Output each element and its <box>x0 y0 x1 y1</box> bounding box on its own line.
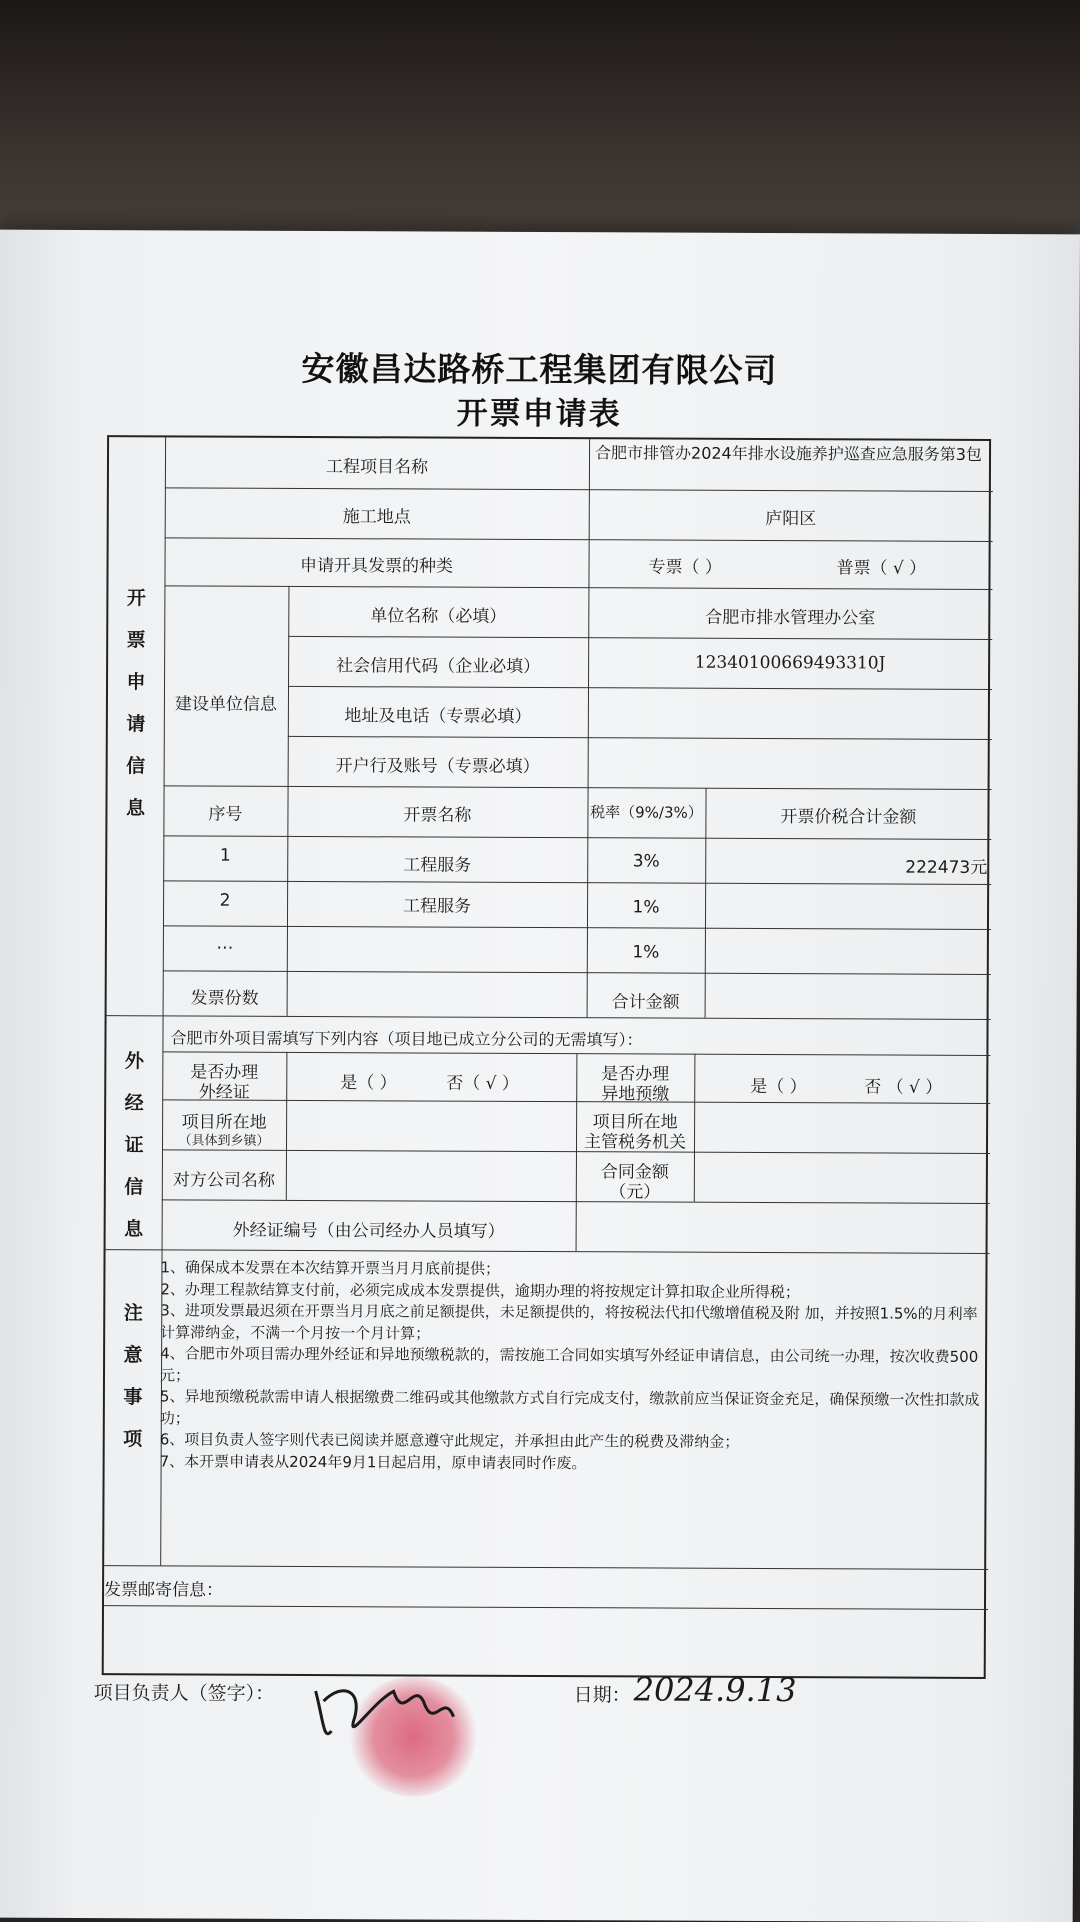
contract-label-2: （元） <box>609 1182 661 1203</box>
invoice-type-label: 申请开具发票的种类 <box>299 555 454 577</box>
prepay-yes-option: 是（ ） <box>750 1076 807 1098</box>
row2-name: 工程服务 <box>403 896 472 917</box>
row3-no: … <box>216 933 234 954</box>
copies-label: 发票份数 <box>190 988 259 1009</box>
note-item: 4、合肥市外项目需办理外经证和异地预缴税款的，需按施工合同如实填写外经证申请信息，由公司统一办理，按次收费500元； <box>159 1344 979 1384</box>
note-item: 5、异地预缴税款需申请人根据缴费二维码或其他缴款方式自行完成支付，缴款前应当保证资金充足，确保预缴一次性扣款成功； <box>159 1387 980 1427</box>
note-item: 7、本开票申请表从2024年9月1日起启用，原申请表同时作废。 <box>159 1451 587 1472</box>
section-external-cert: 外经证信息 <box>124 1050 144 1241</box>
credit-code-value: 12340100669493310J <box>694 652 886 674</box>
signature-label: 项目负责人（签字）： <box>93 1682 275 1705</box>
prepay-label-1: 是否办理 <box>601 1064 670 1085</box>
notes-list <box>160 1257 981 1476</box>
section-invoice-info: 开票申请信息 <box>125 587 146 820</box>
col-header-no: 序号 <box>208 804 243 825</box>
handwritten-signature <box>303 1661 473 1752</box>
site-label: 项目所在地 <box>181 1112 267 1133</box>
row1-rate: 3% <box>632 851 660 872</box>
cert-number-label: 外经证编号（由公司经办人员填写） <box>232 1220 505 1242</box>
row1-name: 工程服务 <box>403 855 472 876</box>
location-value: 庐阳区 <box>765 508 817 530</box>
unit-name-value: 合肥市排水管理办公室 <box>705 607 876 629</box>
prepay-no-option: 否 （ √ ） <box>864 1077 943 1098</box>
desk-background <box>0 0 1080 250</box>
row1-no: 1 <box>219 845 231 866</box>
cert-label-2: 外经证 <box>198 1082 250 1103</box>
note-item: 6、项目负责人签字则代表已阅读并愿意遵守此规定，并承担由此产生的税费及滞纳金； <box>159 1430 740 1451</box>
site-sub-label: （具体到乡镇） <box>178 1133 270 1149</box>
credit-code-label: 社会信用代码（企业必填） <box>336 656 541 678</box>
unit-name-label: 单位名称（必填） <box>370 606 507 627</box>
address-label: 地址及电话（专票必填） <box>344 706 532 727</box>
location-label: 施工地点 <box>342 507 411 528</box>
section-notes: 注意事项 <box>123 1302 143 1451</box>
mailing-label: 发票邮寄信息： <box>104 1580 224 1601</box>
note-item: 1、确保成本发票在本次结算开票当月月底前提供； <box>160 1258 501 1278</box>
row2-rate: 1% <box>632 897 660 918</box>
cert-no-option: 否（ √ ） <box>446 1073 519 1094</box>
prepay-label-2: 异地预缴 <box>601 1084 670 1105</box>
client-info-label: 建设单位信息 <box>174 694 277 715</box>
paper-sheet <box>0 230 1080 1922</box>
application-form <box>102 435 991 1679</box>
cert-yes-option: 是（ ） <box>340 1073 397 1094</box>
note-item: 3、进项发票最迟须在开票当月月底之前足额提供，未足额提供的，将按税法代扣代缴增值税及附 加，并按照1.5%的月利率计算滞纳金，不满一个月按一个月计算； <box>160 1301 978 1343</box>
row1-amount: 222473元 <box>905 857 988 878</box>
form-title: 开票申请表 <box>456 395 622 433</box>
bank-label: 开户行及账号（专票必填） <box>335 756 540 778</box>
external-intro: 合肥市外项目需填写下列内容（项目地已成立分公司的无需填写）： <box>170 1028 643 1050</box>
contract-label-1: 合同金额 <box>600 1162 669 1183</box>
project-name-label: 工程项目名称 <box>325 457 429 478</box>
normal-invoice-option: 普票（ √ ） <box>836 558 927 579</box>
project-name-value: 合肥市排管办2024年排水设施养护巡查应急服务第3包 <box>594 443 982 464</box>
col-header-name: 开票名称 <box>403 805 472 826</box>
tax-office-label-1: 项目所在地 <box>592 1112 678 1133</box>
special-invoice-option: 专票（ ） <box>648 557 722 578</box>
total-label: 合计金额 <box>611 992 680 1013</box>
tax-office-label-2: 主管税务机关 <box>583 1132 687 1153</box>
row2-no: 2 <box>219 890 231 911</box>
date-value: 2024.9.13 <box>633 1670 797 1710</box>
col-header-amount: 开票价税合计金额 <box>780 807 917 828</box>
date-label: 日期： <box>573 1684 631 1707</box>
row3-rate: 1% <box>632 942 660 963</box>
col-header-rate: 税率（9%/3%） <box>590 803 703 822</box>
note-item: 2、办理工程款结算支付前，必须完成成本发票提供，逾期办理的将按规定计算扣取企业所得税； <box>160 1279 800 1301</box>
company-title: 安徽昌达路桥工程集团有限公司 <box>301 348 778 391</box>
cert-label-1: 是否办理 <box>190 1062 259 1083</box>
counterparty-label: 对方公司名称 <box>172 1170 275 1191</box>
